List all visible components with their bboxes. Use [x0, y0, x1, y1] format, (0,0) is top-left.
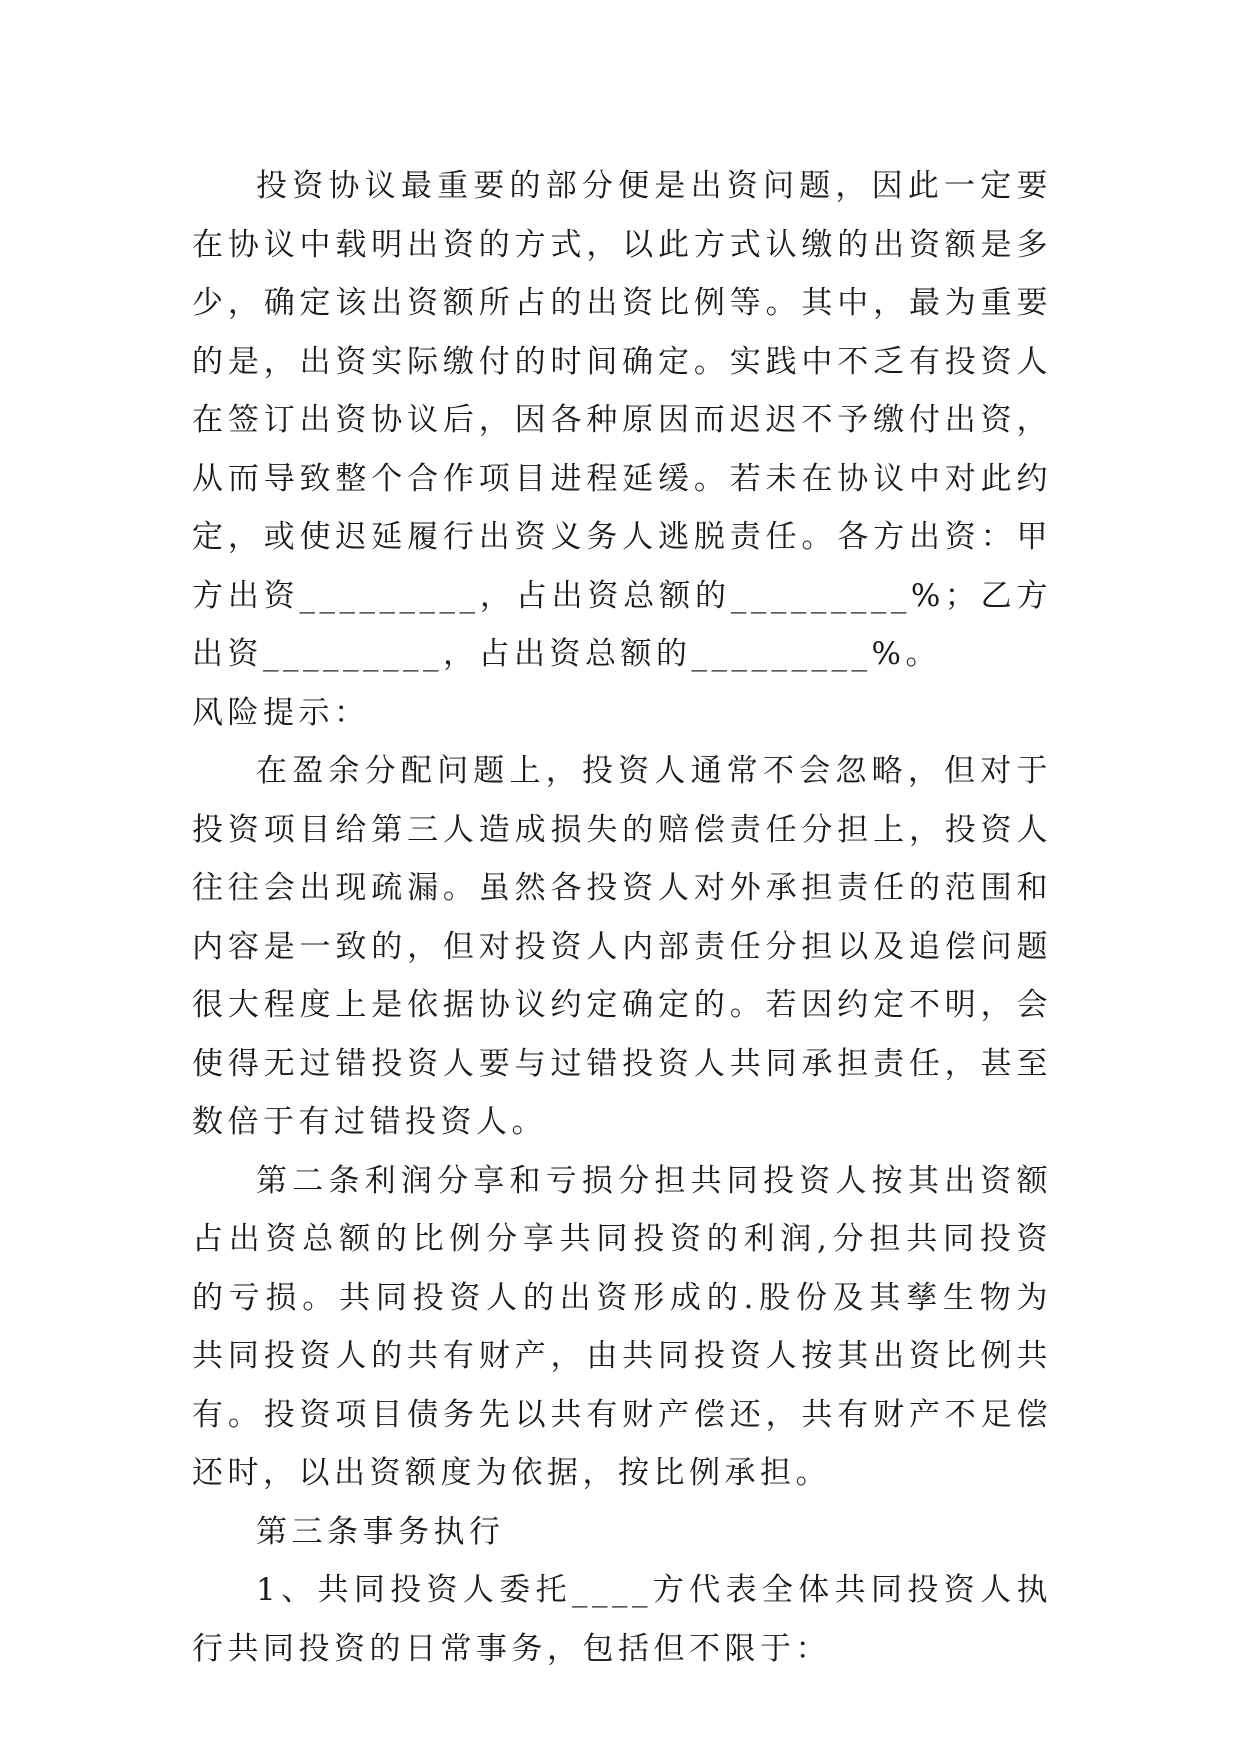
paragraph-article-2: 第二条利润分享和亏损分担共同投资人按其出资额占出资总额的比例分享共同投资的利润,分担共同投资的亏损。共同投资人的出资形成的.股份及其孳生物为共同投资人的共有财产，由共同投资人按其出资比例共有。投资项目债务先以共有财产偿还，共有财产不足偿还时，以出资额度为依据，按比例承担。: [192, 1162, 1052, 1491]
paragraph-capital-contribution: 投资协议最重要的部分便是出资问题，因此一定要在协议中载明出资的方式，以此方式认缴的出资额是多少，确定该出资额所占的出资比例等。其中，最为重要的是，出资实际缴付的时间确定。实践中不乏有投资人在签订出资协议后，因各种原因而迟迟不予缴付出资，从而导致整个合作项目进程延缓。若未在协议中对此约定，或使迟延履行出资义务人逃脱责任。各方出资：甲方出资_________，占出资总额的_________%；乙方出资_________，占出资总额的_________%。: [192, 168, 1052, 672]
heading-article-3: 第三条事务执行: [256, 1513, 505, 1550]
paragraph-risk-text: 在盈余分配问题上，投资人通常不会忽略，但对于投资项目给第三人造成损失的赔偿责任分担上，投资人往往会出现疏漏。虽然各投资人对外承担责任的范围和内容是一致的，但对投资人内部责任分担以及追偿问题很大程度上是依据协议约定确定的。若因约定不明，会使得无过错投资人要与过错投资人共同承担责任，甚至数倍于有过错投资人。: [192, 753, 1052, 1140]
document-page: [192, 157, 1052, 1678]
heading-risk-warning: 风险提示：: [192, 694, 370, 731]
paragraph-article-3-item-1: 1、共同投资人委托____方代表全体共同投资人执行共同投资的日常事务，包括但不限于：: [192, 1572, 1052, 1667]
